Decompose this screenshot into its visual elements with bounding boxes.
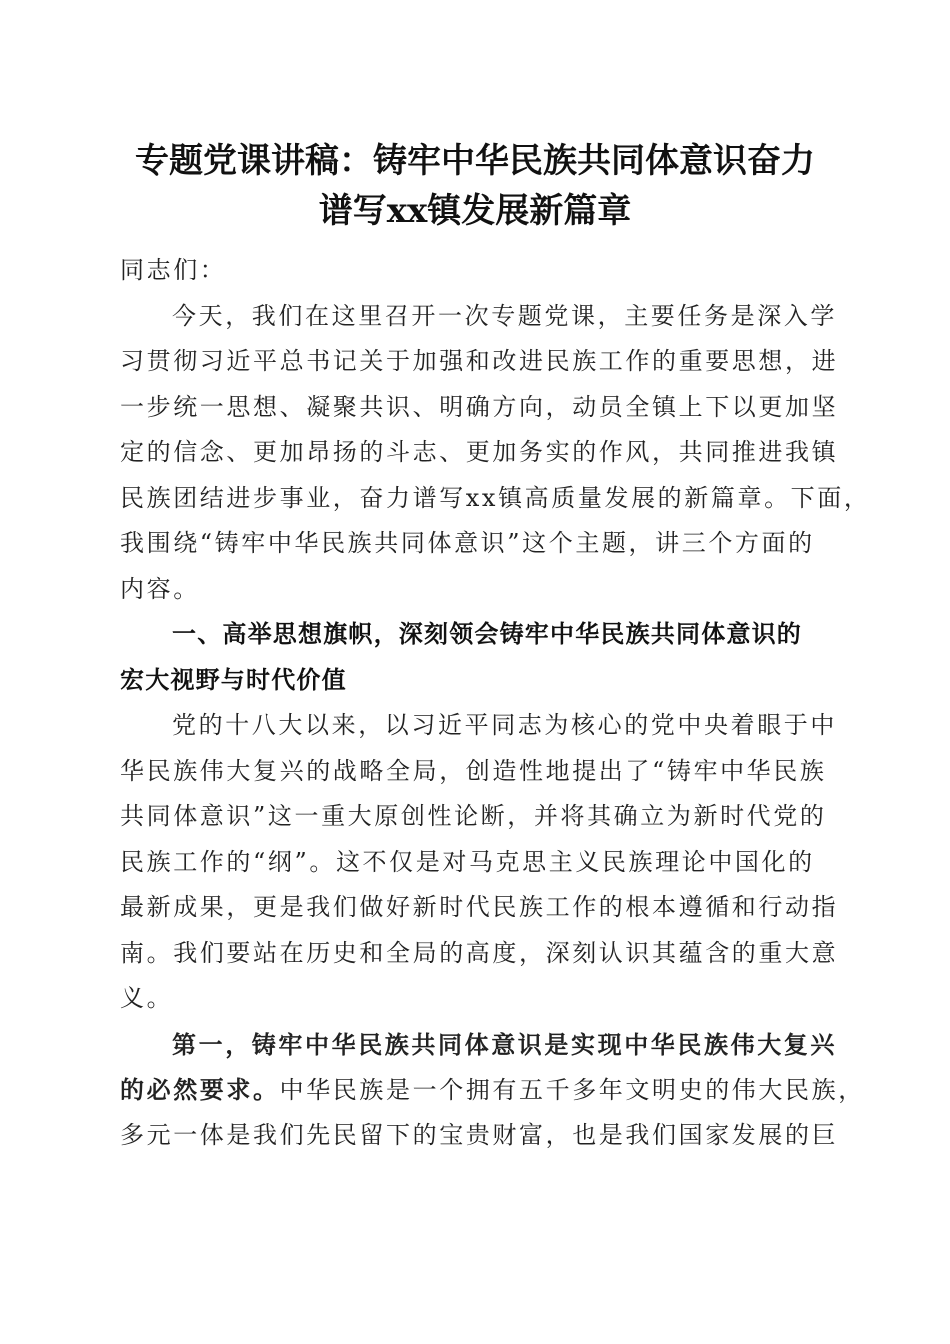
- paragraph-line: 内容。: [120, 574, 200, 603]
- paragraph-line: 共同体意识”这一重大原创性论断，并将其确立为新时代党的: [120, 802, 827, 830]
- paragraph-line: 定的信念、更加昂扬的斗志、更加务实的作风，共同推进我镇: [120, 438, 839, 466]
- paragraph-line: 我围绕“铸牢中华民族共同体意识”这个主题，讲三个方面的: [120, 529, 815, 557]
- heading-line: 宏大视野与时代价值: [120, 665, 347, 694]
- paragraph-line: 民族工作的“纲”。这不仅是对马克思主义民族理论中国化的: [120, 847, 815, 876]
- section-1-heading: [120, 612, 832, 703]
- intro-paragraph: [120, 294, 871, 613]
- point-1-text: 中华民族是一个拥有五千多年文明史的伟大民族，: [279, 1076, 865, 1104]
- point-1-lead-line: 第一，铸牢中华民族共同体意识是实现中华民族伟大复兴: [172, 1029, 837, 1059]
- point-1-lead-end: 的必然要求。: [120, 1075, 280, 1104]
- paragraph-line: 民族团结进步事业，奋力谱写xx镇高质量发展的新篇章。下面，: [120, 483, 871, 512]
- salutation: 同志们：: [120, 256, 227, 284]
- paragraph-line: [120, 1067, 865, 1113]
- point-1-paragraph: [120, 1022, 865, 1159]
- paragraph-line: 今天，我们在这里召开一次专题党课，主要任务是深入学: [172, 301, 837, 330]
- title-line-1: 专题党课讲稿：铸牢中华民族共同体意识奋力: [135, 141, 815, 181]
- paragraph-line: 党的十八大以来，以习近平同志为核心的党中央着眼于中: [172, 711, 837, 739]
- document-title: [100, 136, 850, 236]
- section-1-paragraph: [120, 703, 839, 1022]
- paragraph-line: 多元一体是我们先民留下的宝贵财富，也是我们国家发展的巨: [120, 1120, 839, 1149]
- paragraph-line: 义。: [120, 984, 174, 1012]
- title-line-2: 谱写xx镇发展新篇章: [318, 191, 632, 231]
- paragraph-line: 南。我们要站在历史和全局的高度，深刻认识其蕴含的重大意: [120, 938, 839, 967]
- document-body: [120, 248, 871, 1158]
- paragraph-line: 华民族伟大复兴的战略全局，创造性地提出了“铸牢中华民族: [120, 756, 827, 785]
- heading-line: 一、高举思想旗帜，深刻领会铸牢中华民族共同体意识的: [172, 620, 802, 648]
- paragraph-line: 习贯彻习近平总书记关于加强和改进民族工作的重要思想，进: [120, 347, 839, 375]
- paragraph-line: 最新成果，更是我们做好新时代民族工作的根本遵循和行动指: [120, 893, 839, 921]
- paragraph-line: 一步统一思想、凝聚共识、明确方向，动员全镇上下以更加坚: [120, 392, 839, 421]
